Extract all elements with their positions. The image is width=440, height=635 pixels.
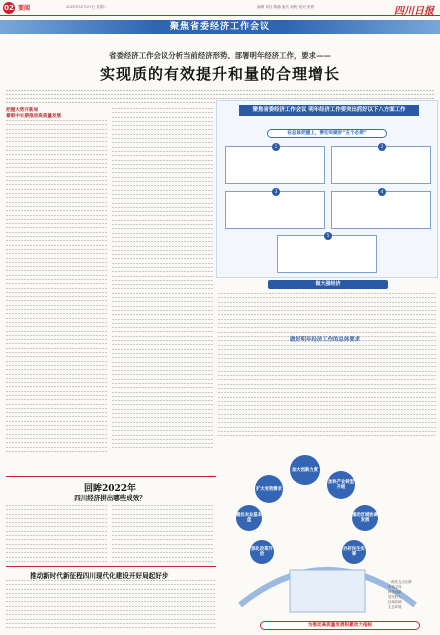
text-line [6,447,108,448]
text-line [218,414,436,415]
text-line [112,518,214,519]
text-line [112,535,214,536]
text-line [6,249,108,250]
text-line [6,606,216,607]
editor-credits: 编辑 刘佳 陈璐 版式 何锐 校对 张婷 [257,5,315,9]
infographic-box: 1 [225,146,325,184]
text-line [112,505,214,506]
text-line [112,276,214,277]
text-line [112,155,214,156]
task-heading: 做好明年经济工作的总体要求 [289,337,361,343]
text-line [6,557,108,558]
text-line [112,237,214,238]
text-line [112,526,214,527]
bottom-banner: 为推动高质量发展积累动力指标 [260,621,420,630]
text-line [112,177,214,178]
text-line [6,120,108,121]
text-line [6,137,108,138]
text-line [112,108,214,109]
text-line [6,531,108,532]
masthead [0,0,440,16]
text-line [218,379,436,380]
text-line [112,198,214,199]
divider [6,566,216,567]
text-line [6,253,108,254]
text-line [112,160,214,161]
text-line [112,383,214,384]
sub-heading: 把握大势开新局 [6,108,39,113]
text-line [6,438,108,439]
text-line [112,203,214,204]
text-line [6,416,108,417]
text-line [112,426,214,427]
text-line [218,323,436,324]
text-line [112,392,214,393]
text-line [218,297,436,298]
text-line [112,138,214,139]
text-line [6,296,108,297]
review-subtitle: 四川经济拼出哪些成效？ [74,494,146,502]
text-line [112,164,214,165]
text-line [112,557,214,558]
task-text [218,345,436,440]
text-line [6,451,108,452]
text-line [112,224,214,225]
sub-heading: 着眼中长期推动高质量发展 [6,114,62,119]
text-line [6,305,108,306]
text-line [6,150,108,151]
text-line [218,427,436,428]
text-line [112,439,214,440]
text-line [112,241,214,242]
text-line [6,561,108,562]
text-line [112,404,214,405]
text-line [218,435,436,436]
text-line [112,288,214,289]
text-line [6,619,216,620]
text-line [6,163,108,164]
text-line [6,232,108,233]
text-line [6,610,216,611]
text-line [112,327,214,328]
text-line [218,401,436,402]
task-circle: 加大创新力度 [290,455,320,485]
text-line [112,435,214,436]
text-line [6,544,108,545]
text-line [6,386,108,387]
text-line [6,580,216,581]
text-line [112,314,214,315]
text-line [112,194,214,195]
divider [6,476,216,477]
text-line [6,184,108,185]
text-line [112,349,214,350]
text-line [112,112,214,113]
text-line [112,509,214,510]
text-line [218,302,436,303]
lead-headline: 实现质的有效提升和量的合理增长 [99,65,340,83]
text-line [112,531,214,532]
infographic-box: 5 [277,235,377,273]
text-line [6,535,108,536]
text-line [218,314,436,315]
text-line [112,552,214,553]
text-line [112,544,214,545]
lead-subtitle: 省委经济工作会议分析当前经济形势、部署明年经济工作，要求—— [109,51,331,60]
text-line [218,332,436,333]
text-line [112,353,214,354]
task-circle: 加快产业转型升级 [327,471,355,499]
text-line [112,121,214,122]
text-line [6,429,108,430]
text-line [6,245,108,246]
text-line [112,430,214,431]
text-line [6,283,108,284]
text-line [112,129,214,130]
text-line [112,340,214,341]
text-line [112,357,214,358]
text-line [112,387,214,388]
text-line [6,210,108,211]
text-line [112,297,214,298]
text-line [6,382,108,383]
text-line [6,514,108,515]
task-circle: 稳住农业基本盘 [236,505,262,531]
text-line [112,147,214,148]
text-line [112,522,214,523]
text-line [112,548,214,549]
text-line [6,318,108,319]
text-line [6,623,216,624]
text-line [6,197,108,198]
text-line [6,154,108,155]
section-heading: 做大强经济 [268,280,388,289]
text-line [6,279,108,280]
text-line [112,409,214,410]
text-line [112,246,214,247]
text-line [112,400,214,401]
text-line [6,240,108,241]
text-line [112,319,214,320]
article-column-2 [112,108,214,452]
text-line [6,369,108,370]
text-line [218,349,436,350]
text-line [6,539,108,540]
text-line [112,181,214,182]
text-line [218,397,436,398]
text-line [6,335,108,336]
text-line [6,339,108,340]
text-line [112,306,214,307]
text-line [112,258,214,259]
text-line [6,223,108,224]
text-line [6,215,108,216]
article-column-1 [6,108,108,455]
text-line [6,627,216,628]
text-line [6,133,108,134]
text-line [6,412,108,413]
text-line [6,343,108,344]
text-line [6,352,108,353]
text-line [6,258,108,259]
text-line [6,518,108,519]
text-line [6,176,108,177]
text-line [6,361,108,362]
text-line [218,405,436,406]
text-line [112,211,214,212]
text-line [6,589,216,590]
issue-date: 2022年12月27日 星期二 [66,5,108,9]
bottom-headline: 推动新时代新征程四川现代化建设开好局起好步 [30,572,169,580]
text-line [112,172,214,173]
text-line [112,263,214,264]
text-line [6,404,108,405]
text-line [112,250,214,251]
text-line [112,301,214,302]
text-line [112,151,214,152]
infographic-box: 3 [225,191,325,229]
text-line [6,146,108,147]
text-line [112,362,214,363]
text-line [6,236,108,237]
text-line [6,90,434,91]
text-line [6,601,216,602]
text-line [218,345,436,346]
text-line [6,408,108,409]
text-line [218,422,436,423]
text-line [112,220,214,221]
text-line [6,425,108,426]
bottom-text [6,580,216,632]
text-line [112,413,214,414]
text-line [6,159,108,160]
text-line [112,561,214,562]
text-line [112,233,214,234]
text-line [6,365,108,366]
text-line [6,442,108,443]
text-line [112,443,214,444]
text-line [112,125,214,126]
text-line [6,275,108,276]
infographic-panel [216,100,438,278]
text-line [112,142,214,143]
text-line [218,388,436,389]
infographic-box: 4 [331,191,431,229]
text-line [6,300,108,301]
task-circle: 深化改革开放 [250,540,274,564]
text-line [6,421,108,422]
text-line [218,409,436,410]
text-line [112,344,214,345]
text-line [6,348,108,349]
text-line [112,539,214,540]
text-line [112,370,214,371]
text-line [112,185,214,186]
text-line [218,371,436,372]
text-line [6,172,108,173]
text-line [112,374,214,375]
text-line [6,219,108,220]
text-line [6,399,108,400]
text-line [112,134,214,135]
text-line [6,597,216,598]
text-line [112,379,214,380]
text-line [6,180,108,181]
text-line [6,374,108,375]
paper-logo: 四川日报 [394,6,434,17]
text-line [6,129,108,130]
text-line [112,168,214,169]
text-line [6,292,108,293]
text-line [218,306,436,307]
text-line [112,366,214,367]
text-line [218,392,436,393]
text-line [6,167,108,168]
text-line [218,362,436,363]
text-line [112,417,214,418]
text-line [6,227,108,228]
review-column-1 [6,505,108,565]
text-line [6,593,216,594]
text-line [6,395,108,396]
text-line [218,319,436,320]
text-line [112,514,214,515]
text-line [112,336,214,337]
text-line [6,193,108,194]
text-line [6,584,216,585]
text-line [6,98,434,99]
page-number: 02 [4,3,14,12]
section-label: 要闻 [18,5,31,12]
text-line [112,396,214,397]
text-line [6,262,108,263]
text-line [218,310,436,311]
text-line [218,375,436,376]
text-line [218,431,436,432]
text-line [218,418,436,419]
text-line [6,331,108,332]
text-line [6,509,108,510]
text-line [6,526,108,527]
text-line [6,434,108,435]
task-circle: 推动区域协调发展 [352,505,378,531]
infographic-pill: 在总体把握上，要切实做好“五个必须” [267,129,387,138]
text-line [112,228,214,229]
text-line [218,293,436,294]
text-line [6,141,108,142]
text-line [112,331,214,332]
text-line [6,391,108,392]
legend: 一般性支出压降 市场主体 科技创新 居民收入 区域协调 生态环境 [388,580,412,609]
text-line [6,189,108,190]
infographic-box: 2 [331,146,431,184]
text-line [112,323,214,324]
text-line [6,94,434,95]
text-line [6,266,108,267]
text-line [218,327,436,328]
text-line [112,284,214,285]
text-line [6,356,108,357]
text-line [218,384,436,385]
text-line [218,358,436,359]
infographic-title: 聚焦省委经济工作会议 明年经济工作要突出抓好以下八方面工作 [239,105,419,116]
text-line [6,378,108,379]
task-circle: 办好民生实事 [342,540,366,564]
text-line [6,322,108,323]
text-line [112,310,214,311]
text-line [6,270,108,271]
text-line [112,293,214,294]
text-line [6,326,108,327]
review-column-2 [112,505,214,565]
review-title: 回眸2022年 [83,484,137,494]
text-line [112,215,214,216]
text-line [6,552,108,553]
topic-banner: 聚焦省委经济工作会议 [0,20,440,34]
text-line [6,288,108,289]
text-line [6,124,108,125]
text-line [112,447,214,448]
text-line [112,207,214,208]
text-line [112,254,214,255]
text-line [6,309,108,310]
text-line [218,354,436,355]
task-circle: 扩大有效需求 [255,475,283,503]
text-line [6,505,108,506]
text-line [112,271,214,272]
text-line [6,522,108,523]
text-line [6,548,108,549]
text-line [6,313,108,314]
text-line [112,267,214,268]
text-line [112,190,214,191]
text-line [6,614,216,615]
text-line [112,422,214,423]
text-line [6,206,108,207]
text-line [218,366,436,367]
text-line [112,280,214,281]
text-line [6,202,108,203]
text-line [112,117,214,118]
